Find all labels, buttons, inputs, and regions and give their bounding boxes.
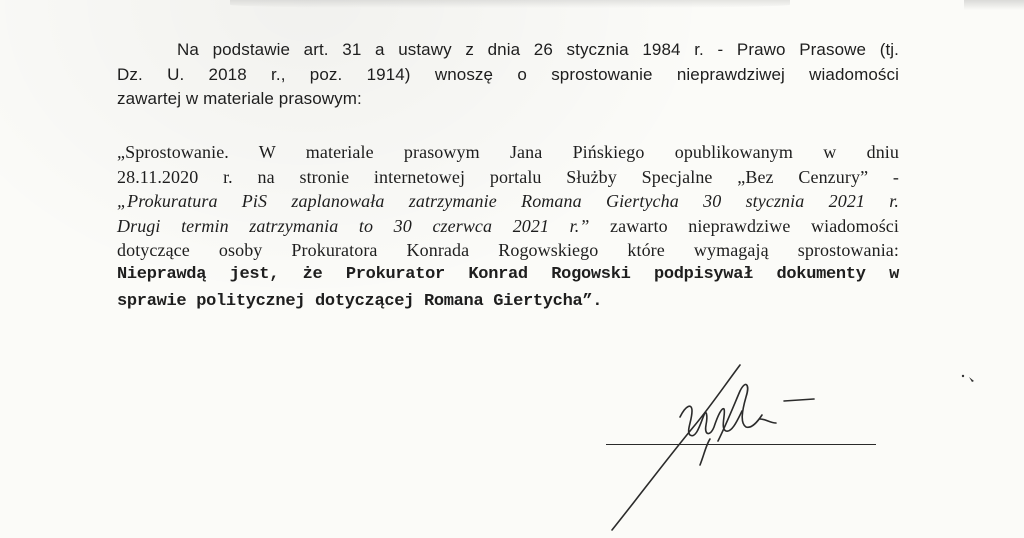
paragraph2-line-7-bold: sprawie politycznej dotyczącej Romana Giertycha — [117, 292, 583, 311]
paragraph2-line-5: dotyczące osoby Prokuratora Konrada Rogowskiego które wymagają sprostowania: — [117, 240, 899, 260]
handwritten-signature — [600, 345, 840, 535]
paragraph-correction — [117, 140, 899, 315]
scan-edge-mark — [964, 0, 1024, 10]
stray-ink-mark — [960, 372, 980, 384]
scan-smudge — [230, 0, 790, 8]
signature-line — [606, 444, 876, 445]
paragraph2-line-4-rest: zawarto nieprawdziwe wiadomości — [589, 215, 899, 236]
paragraph2-line-3-quote: „Prokuratura PiS zaplanowała zatrzymanie Romana Giertycha 30 stycznia 2021 r. — [117, 191, 899, 211]
paragraph2-line-4-quote: Drugi termin zatrzymania to 30 czerwca 2021 r.” — [117, 215, 590, 236]
paragraph1-line-2: Dz. U. 2018 r., poz. 1914) wnoszę o sprostowanie nieprawdziwej wiadomości — [117, 64, 899, 84]
paragraph1-line-3: zawartej w materiale prasowym: — [117, 89, 362, 108]
paragraph2-line-7-end: ”. — [582, 292, 603, 311]
paragraph2-line-1: „Sprostowanie. W materiale prasowym Jana Pińskiego opublikowanym w dniu — [117, 142, 899, 162]
paragraph2-line-6-bold: Nieprawdą jest, że Prokurator Konrad Rogowski podpisywał dokumenty w — [117, 264, 899, 284]
paragraph1-line-1: Na podstawie art. 31 a ustawy z dnia 26 stycznia 1984 r. - Prawo Prasowe (tj. — [177, 40, 899, 59]
paragraph2-line-4 — [117, 214, 899, 239]
paragraph2-line-7 — [117, 287, 899, 315]
paragraph-legal-basis — [117, 38, 899, 112]
paragraph2-line-2: 28.11.2020 r. na stronie internetowej portalu Służby Specjalne „Bez Cenzury” - — [117, 166, 899, 187]
